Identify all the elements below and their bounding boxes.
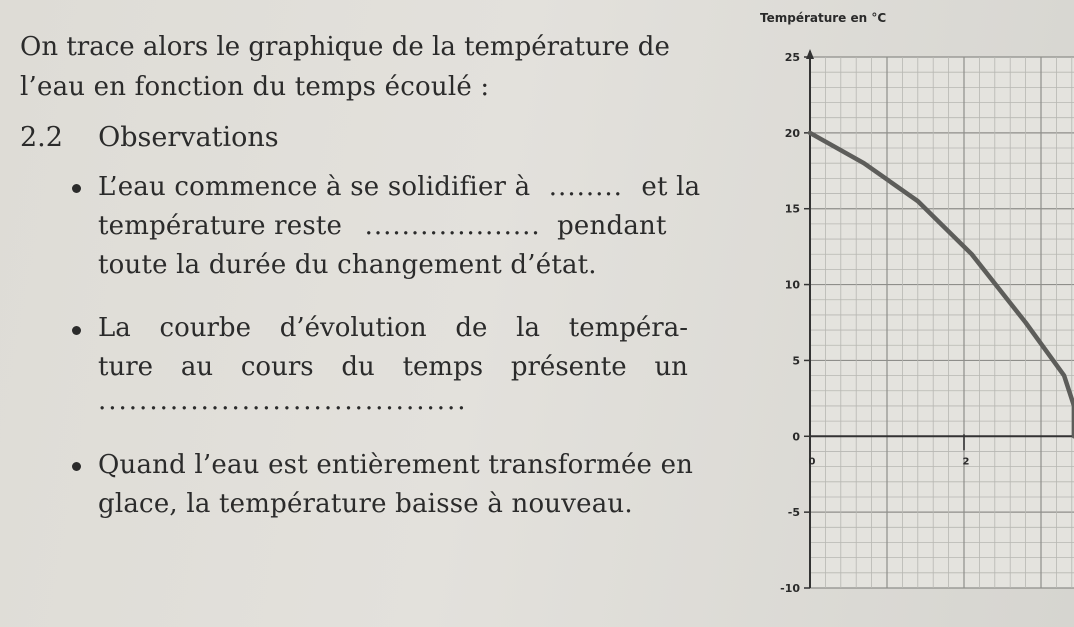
bullet1-text-c: température reste	[98, 211, 343, 241]
bullet1-line1	[98, 174, 700, 200]
bullet1-text-d: pendant	[557, 211, 667, 241]
bullet2-line2-word-3: du	[341, 352, 375, 382]
bullet2-line2-word-1: au	[180, 352, 214, 382]
section-number: 2.2	[20, 122, 63, 153]
temperature-chart	[740, 0, 1074, 627]
y-tick-label: 20	[784, 126, 800, 140]
bullet3-line1: Quand l’eau est entièrement transformée en	[98, 450, 694, 480]
bullet2-line2-word-4: temps	[402, 352, 484, 382]
y-tick-label: -5	[787, 506, 800, 520]
bullet2-line1-word-0: La	[98, 313, 131, 343]
bullet2-line1-word-3: de	[455, 313, 488, 343]
section-heading	[20, 124, 279, 151]
y-tick-label: 15	[784, 202, 800, 216]
intro-line-1	[20, 34, 688, 60]
bullet-dot-3	[72, 462, 81, 471]
bullet2-line1-word-2: d’évolution	[279, 313, 427, 343]
bullet3-line2: glace, la température baisse à nouveau.	[98, 489, 633, 519]
fill-blank-1[interactable]: ........	[548, 172, 623, 202]
intro-line-2: l’eau en fonction du temps écoulé :	[20, 72, 490, 102]
x-tick-label: 2	[962, 456, 970, 468]
y-tick-label: 0	[792, 430, 800, 444]
bullet1-line3: toute la durée du changement d’état.	[98, 250, 597, 280]
fill-blank-2[interactable]: ...................	[364, 211, 541, 241]
bullet1-text-a: L’eau commence à se solidifier à	[98, 172, 531, 202]
bullet2-line2-word-0: ture	[98, 352, 154, 382]
x-tick-label: 0	[808, 456, 816, 468]
y-tick-label: 10	[784, 278, 800, 292]
plot-area	[810, 57, 1074, 588]
bullet2-line2	[98, 354, 688, 380]
section-title: Observations	[98, 122, 279, 153]
y-tick-label: -10	[780, 582, 800, 595]
intro-text-1: On trace alors le graphique de la température de	[20, 32, 670, 62]
bullet2-line1-word-5: tempéra-	[568, 313, 688, 343]
bullet-dot-2	[72, 326, 81, 335]
bullet2-line2-word-6: un	[654, 352, 688, 382]
bullet2-line2-word-2: cours	[240, 352, 314, 382]
bullet-dot-1	[72, 184, 81, 193]
bullet2-line1	[98, 315, 688, 341]
bullet2-line2-word-5: présente	[510, 352, 627, 382]
y-tick-label: 25	[784, 51, 800, 64]
chart-title: Température en °C	[760, 11, 887, 25]
bullet2-line1-word-4: la	[516, 313, 540, 343]
bullet2-line1-word-1: courbe	[159, 313, 251, 343]
bullet1-text-b: et la	[641, 172, 701, 202]
fill-blank-3[interactable]: ....................................	[98, 386, 468, 416]
y-tick-label: 5	[792, 354, 800, 368]
bullet1-line2	[98, 213, 667, 239]
